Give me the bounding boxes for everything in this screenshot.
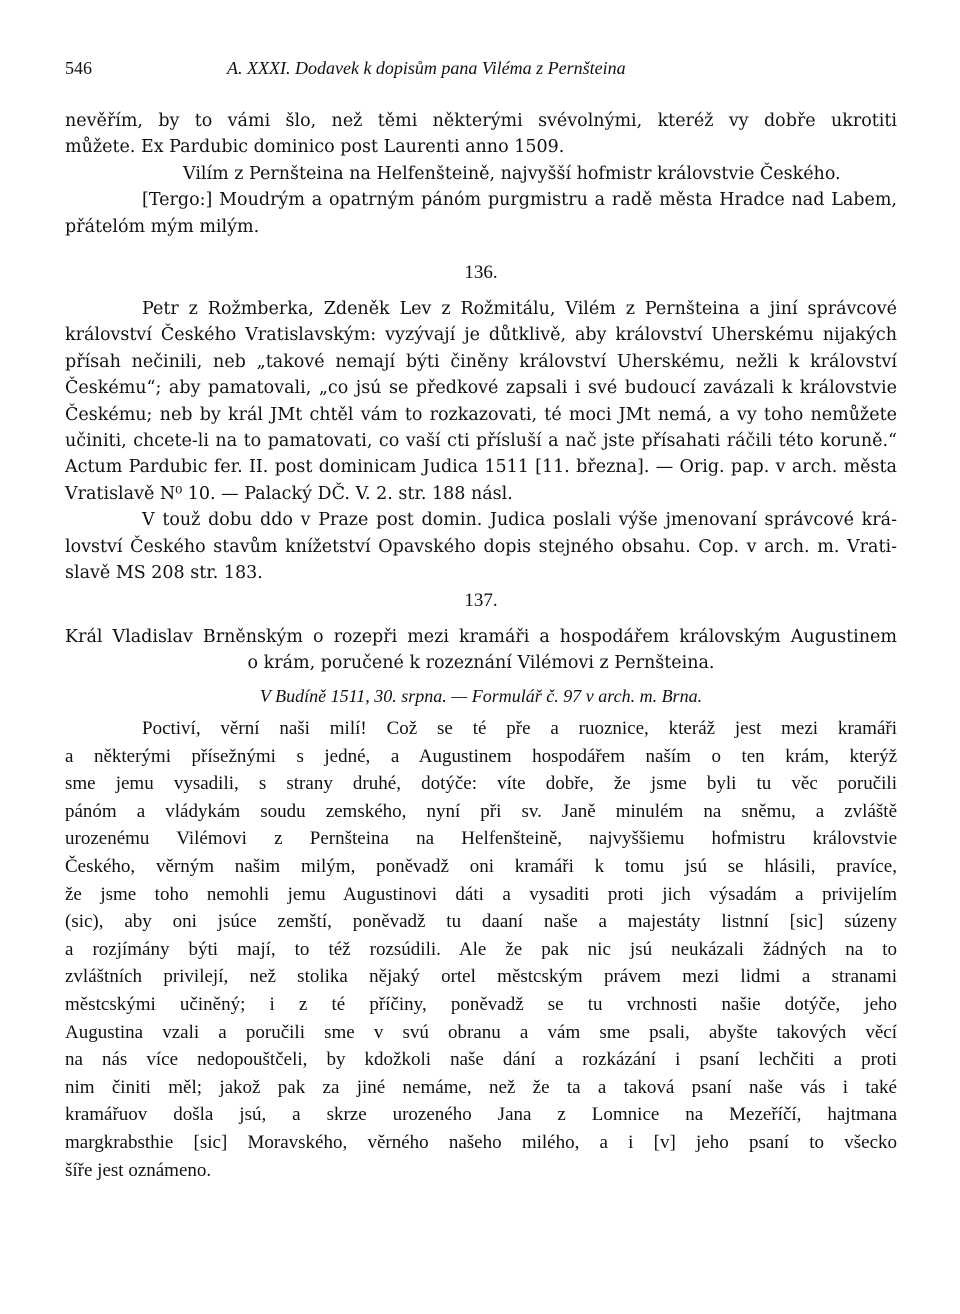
document-page (65, 0, 897, 1314)
regest-line: Vratislavě N⁰ 10. — Palacký DČ. V. 2. str. 188 násl. (65, 483, 513, 504)
text-line: urozenému Vilémovi z Pernšteina na Helfenšteině, najvyššiemu hofmistru královstvie (65, 828, 897, 850)
text-line: zvláštních privilejí, než stolika nějaký ortel městcským právem mezi lidmi a stranami (65, 966, 897, 988)
text-line: pánóm a vládykám soudu zemského, nyní při sv. Janě minulém na sněmu, a zvláště (65, 800, 897, 822)
regest-line: Petr z Rožmberka, Zdeněk Lev z Rožmitálu, Vilém z Pernšteina a jiní správcové (142, 299, 897, 319)
regest-line: Actum Pardubic fer. II. post dominicam Judica 1511 [11. března]. — Orig. pap. v arch. města (65, 457, 897, 478)
text-line: můžete. Ex Pardubic dominico post Laurenti anno 1509. (65, 137, 565, 158)
address-line: přátelóm mým milým. (65, 216, 260, 237)
continuation-text (65, 108, 897, 240)
note-line: slavě MS 208 str. 183. (65, 562, 263, 583)
text-line: (sic), aby oni jsúce zemští, poněvadž tu daaní naše a majestáty listnní [sic] súzeny (65, 911, 897, 933)
text-line: Českého, věrným našim milým, poněvadž oni kramáři k tomu jsú se hlásili, pravíce, (65, 855, 897, 877)
document-number-136: 136. (464, 262, 498, 283)
regest-line: království Českého Vratislavským: vyzývají je důtklivě, aby království Uherskému nijakých (65, 325, 897, 346)
text-line: Poctiví, věrní naši milí! Což se té pře a ruoznice, kteráž jest mezi kramáři (142, 718, 897, 739)
text-line: nim činiti měl; jakož pak za jiné nemáme, než že ta a taková psaní naše vás i také (65, 1076, 897, 1098)
text-line: že jsme toho nemohli jemu Augustinovi dáti a vysaditi proti jich výsadám a privijelím (65, 883, 897, 905)
summary-line: Král Vladislav Brněnským o rozepři mezi kramáři a hospodářem královským Augustinem (65, 627, 897, 647)
dating-line: V Budíně 1511, 30. srpna. — Formulář č. 97 v arch. m. Brna. (259, 685, 703, 706)
text-line: Augustina vzali a poručili sme v svú obranu a vám sme psali, abyšte takových věcí (65, 1021, 897, 1043)
text-line: a některými přísežnými s jedné, a Augustinem hospodářem naším o ten krám, kterýž (65, 745, 897, 767)
text-line: sme jemu vysadili, s strany druhé, dotýče: víte dobře, že jsme byli tu věc poručili (65, 773, 897, 795)
regest-line: Českému“; aby pamatovali, „co jsú se předkové zapsali i své budoucí zavázali k královstvie (65, 378, 897, 399)
text-line: margkrabsthie [sic] Moravského, věrného našeho milého, a i [v] jeho psaní to všecko (65, 1131, 897, 1153)
regest-line: Českému; neb by král JMt chtěl vám to rozkazovati, té moci JMt nemá, a vy toho nemůžete (65, 404, 897, 425)
signature-line: Vilím z Pernšteina na Helfenšteině, najvyšší hofmistr královstvie Českého. (183, 163, 841, 184)
note-line: V touž dobu ddo v Praze post domin. Judica poslali výše jmenovaní správcové krá- (142, 510, 897, 531)
page-number: 546 (65, 58, 92, 78)
document-136-regest (65, 296, 897, 586)
document-137-summary (65, 624, 897, 709)
text-line: na nás více nedopouštčeli, by kdožkoli naše dání a rozkázání i psaní lechčiti a proti (65, 1049, 897, 1071)
summary-line: o krám, poručené k rozeznání Vilémovi z Pernšteina. (247, 653, 715, 674)
text-line: nevěřím, by to vámi šlo, než těmi některými svévolnými, kteréž vy dobře ukrotiti (65, 111, 897, 131)
note-line: lovství Českého stavům knížetství Opavského dopis stejného obsahu. Cop. v arch. m. Vrati- (65, 536, 897, 557)
text-line: kramářuov došla jsú, a skrze urozeného Jana z Lomnice na Mezeříčí, hajtmana (65, 1104, 897, 1126)
regest-line: přísah nečinili, neb „takové nemají býti činěny království Uherskému, nežli k království (65, 351, 897, 372)
address-line: [Tergo:] Moudrým a opatrným pánóm purgmistru a radě města Hradce nad Labem, (142, 190, 897, 211)
running-title: A. XXXI. Dodavek k dopisům pana Viléma z Pernšteina (227, 58, 626, 78)
text-line: městcskými učiněný; i z té příčiny, poněvadž se tu vrchnosti našie dotýče, jeho (65, 993, 897, 1015)
document-number-137: 137. (464, 590, 498, 611)
text-line: a rozjímány býti mají, to též rozsúdili. Ale že pak nic jsú neukázali žádných na to (65, 938, 897, 960)
document-137-text (65, 715, 897, 1184)
page-header (65, 58, 897, 88)
regest-line: učiniti, chcete-li na to pamatovati, co vaší cti přísluší a nač jste přísahati ráčili této koruně.“ (65, 430, 897, 451)
text-line: šíře jest oznámeno. (65, 1159, 212, 1181)
